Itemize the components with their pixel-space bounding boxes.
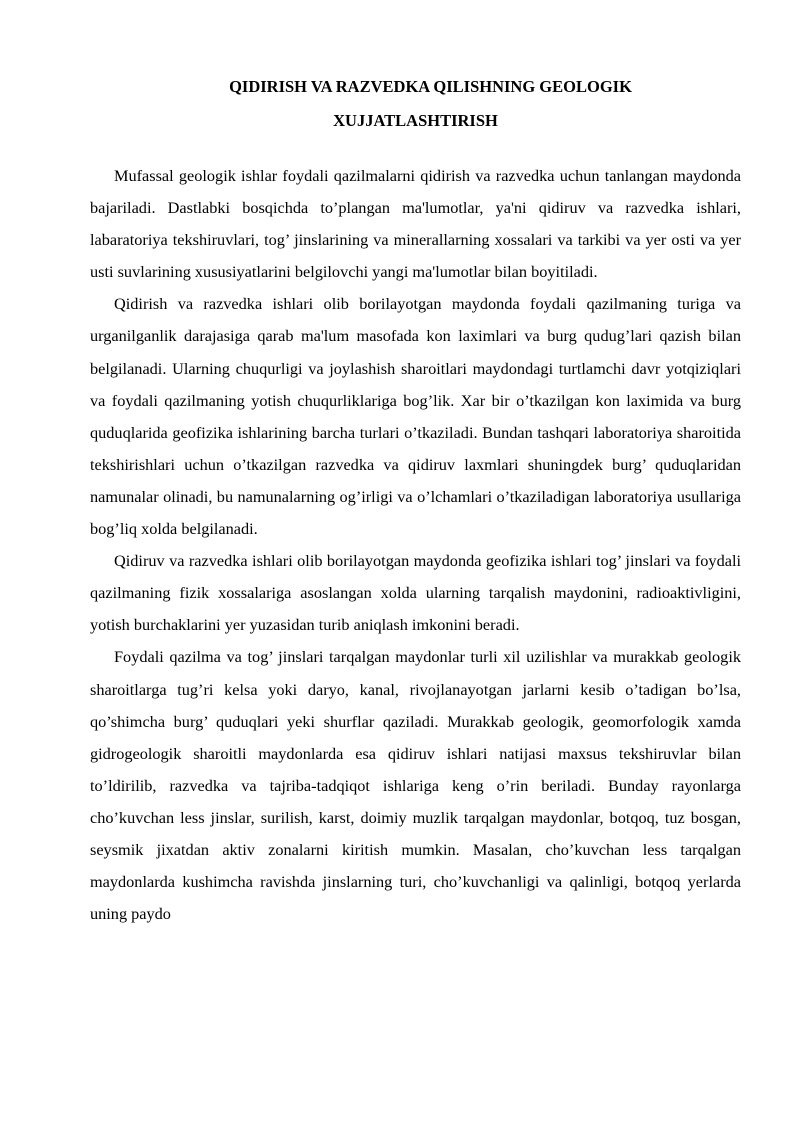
paragraph-2: Qidirish va razvedka ishlari olib borilayotgan maydonda foydali qazilmaning turiga va urganilganlik darajasiga qarab ma'lum masofada kon laximlari va burg qudug’lari qazish bilan belgilanadi. Ularning chuqurligi va joylashish sharoitlari maydondagi turtlamchi davr yotqiziqlari va foydali qazilmaning yotish chuqurliklariga bog’lik. Xar bir o’tkazilgan kon laximida va burg quduqlarida geofizika ishlarining barcha turlari o’tkaziladi. Bundan tashqari laboratoriya sharoitida tekshirishlari uchun o’tkazilgan razvedka va qidiruv laxmlari shuningdek burg’ quduqlaridan namunalar olinadi, bu namunalarning og’irligi va o’lchamlari o’tkaziladigan laboratoriya usullariga bog’liq xolda belgilanadi. <box>90 294 741 539</box>
paragraph-1: Mufassal geologik ishlar foydali qazilmalarni qidirish va razvedka uchun tanlangan maydonda bajariladi. Dastlabki bosqichda to’plangan ma'lumotlar, ya'ni qidiruv va razvedka ishlari, labaratoriya tekshiruvlari, tog’ jinslarining va minerallarning xossalari va tarkibi va yer osti va yer usti suvlarining xususiyatlarini belgilovchi yangi ma'lumotlar bilan boyitiladi. <box>90 166 741 282</box>
paragraph-4: Foydali qazilma va tog’ jinslari tarqalgan maydonlar turli xil uzilishlar va murakkab geologik sharoitlarga tug’ri kelsa yoki daryo, kanal, rivojlanayotgan jarlarni kesib o’tadigan bo’lsa, qo’shimcha burg’ quduqlari yeki shurflar qaziladi. Murakkab geologik, geomorfologik xamda gidrogeologik sharoitli maydonlarda esa qidiruv ishlari natijasi maxsus tekshiruvlar bilan to’ldirilib, razvedka va tajriba-tadqiqot ishlariga keng o’rin beriladi. Bunday rayonlarga cho’kuvchan less jinslar, surilish, karst, doimiy muzlik tarqalgan maydonlar, botqoq, tuz bosgan, seysmik jixatdan aktiv zonalarni kiritish mumkin. Masalan, cho’kuvchan less tarqalgan maydonlarda kushimcha ravishda jinslarning turi, cho’kuvchanligi va qalinligi, botqoq yerlarda uning paydo <box>90 647 741 924</box>
paragraph-3: Qidiruv va razvedka ishlari olib borilayotgan maydonda geofizika ishlari tog’ jinslari va foydali qazilmaning fizik xossalariga asoslangan xolda ularning tarqalish maydonini, radioaktivligini, yotish burchaklarini yer yuzasidan turib aniqlash imkonini beradi. <box>90 551 741 635</box>
title-line-2: XUJJATLASHTIRISH <box>333 111 498 130</box>
document-title <box>90 70 741 138</box>
title-line-1: QIDIRISH VA RAZVEDKA QILISHNING GEOLOGIK <box>229 77 632 96</box>
document-page <box>90 70 741 930</box>
